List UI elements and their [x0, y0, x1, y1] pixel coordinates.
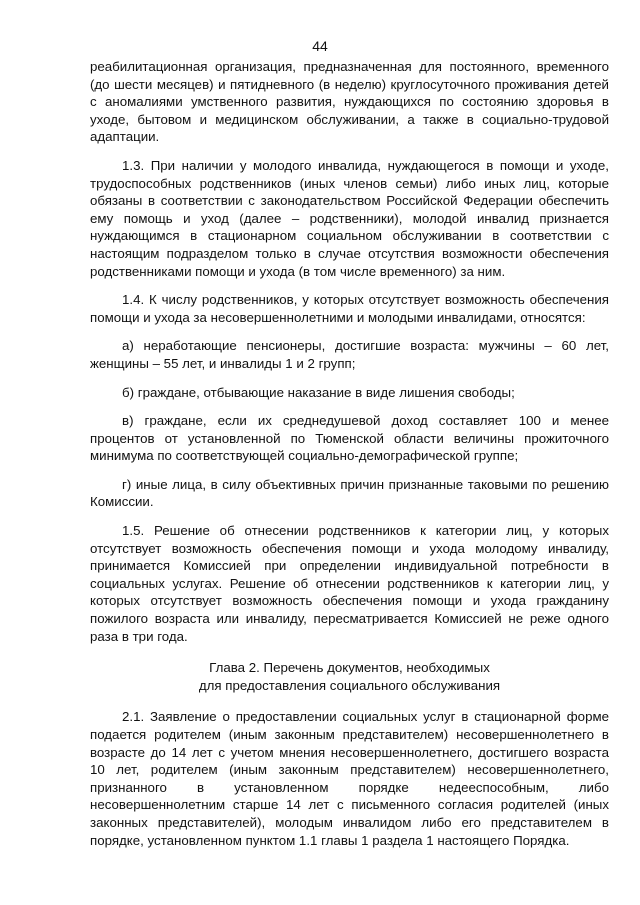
document-body [90, 58, 609, 860]
list-item-b: б) граждане, отбывающие наказание в виде лишения свободы; [122, 384, 515, 400]
chapter-heading-line-1: Глава 2. Перечень документов, необходимых [209, 660, 490, 676]
chapter-heading [90, 659, 609, 694]
paragraph-2-1: 2.1. Заявление о предоставлении социальных услуг в стационарной форме подается родителем (иным законным представителем) несовершеннолетнего в возрасте до 14 лет с учетом мнения несовершеннолетнего, достигшего возраста 10 лет, родителем (иным законным представителем) несовершеннолетнего, признанного в установленном порядке недееспособным, либо несовершеннолетним старше 14 лет с письменного согласия родителей (иных законных представителей), молодым инвалидом либо его представителем в порядке, установленном пунктом 1.1 главы 1 раздела 1 настоящего Порядка. [90, 709, 609, 848]
chapter-heading-line-2: для предоставления социального обслуживания [198, 677, 501, 693]
paragraph-continuation: реабилитационная организация, предназначенная для постоянного, временного (до шести месяцев) и пятидневного (в неделю) круглосуточного проживания детей с аномалиями умственного развития, нуждающихся по состоянию здоровья в уходе, бытовом и медицинском обслуживании, а также в социально-трудовой адаптации. [90, 59, 609, 145]
list-item-g: г) иные лица, в силу объективных причин признанные таковыми по решению Комиссии. [90, 476, 609, 510]
paragraph-1-5: 1.5. Решение об отнесении родственников к категории лиц, у которых отсутствует возможность обеспечения помощи и ухода молодому инвалиду, принимается Комиссией при определении индивидуальной потребности в социальных услугах. Решение об отнесении родственников к категории лиц, у которых отсутствует возможность обеспечения помощи и ухода гражданину пожилого возраста или инвалиду, пересматривается Комиссией не реже одного раза в три года. [90, 523, 609, 644]
list-item-a: а) неработающие пенсионеры, достигшие возраста: мужчины – 60 лет, женщины – 55 лет, и инвалиды 1 и 2 групп; [90, 338, 609, 371]
paragraph-1-4: 1.4. К числу родственников, у которых отсутствует возможность обеспечения помощи и ухода за несовершеннолетними и молодыми инвалидами, относятся: [90, 292, 609, 325]
page-number: 44 [312, 38, 328, 54]
paragraph-1-3: 1.3. При наличии у молодого инвалида, нуждающегося в помощи и уходе, трудоспособных родственников (иных членов семьи) либо иных лиц, которые обязаны в соответствии с законодательством Российской Федерации обеспечить ему помощь и уход (далее – родственники), молодой инвалид признается нуждающимся в стационарном социальном обслуживании в соответствии с настоящим подразделом только в случае отсутствия возможности обеспечения родственниками помощи и ухода (в том числе временного) за ним. [90, 157, 609, 279]
list-item-v: в) граждане, если их среднедушевой доход составляет 100 и менее процентов от установленной по Тюменской области величины прожиточного минимума по соответствующей социально-демографической группе; [90, 413, 609, 464]
